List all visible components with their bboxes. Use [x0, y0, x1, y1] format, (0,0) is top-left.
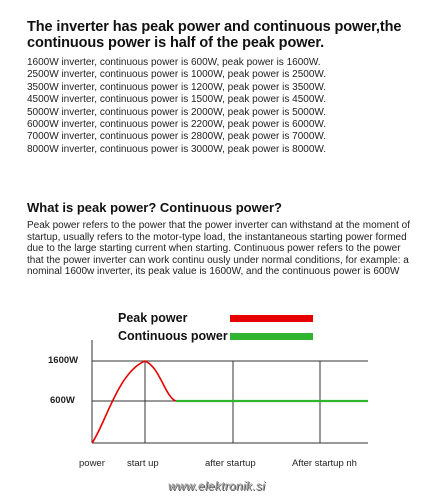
spec-item: 7000W inverter, continuous power is 2800W, peak power is 7000W.: [27, 131, 327, 143]
watermark: www.elektronik.si: [168, 479, 266, 493]
spec-item: 8000W inverter, continuous power is 3000W, peak power is 8000W.: [27, 143, 327, 155]
xtick-after-startup-nh: After startup nh: [292, 458, 357, 469]
spec-item: 3500W inverter, continuous power is 1200W, peak power is 3500W.: [27, 81, 327, 93]
xtick-after-startup: after startup: [205, 458, 256, 469]
ytick-1600: 1600W: [48, 355, 79, 366]
spec-item: 2500W inverter, continuous power is 1000W, peak power is 2500W.: [27, 69, 327, 81]
xtick-power: power: [79, 458, 105, 469]
spec-item: 4500W inverter, continuous power is 1500W, peak power is 4500W.: [27, 94, 327, 106]
xtick-start-up: start up: [127, 458, 159, 469]
spec-item: 5000W inverter, continuous power is 2000W, peak power is 5000W.: [27, 106, 327, 118]
legend-continuous-label: Continuous power: [118, 329, 228, 343]
spec-item: 6000W inverter, continuous power is 2200W, peak power is 6000W.: [27, 119, 327, 131]
spec-item: 1600W inverter, continuous power is 600W, peak power is 1600W.: [27, 57, 321, 68]
section-paragraph: Peak power refers to the power that the power inverter can withstand at the moment of startup, usually refers to the motor-type load, the instantaneous starting power formed due to the large starting current when starting. Continuous power refers to the power that the power inverter can work continu ously under normal conditions, for example: a nominal 1600w inverter, its peak value is 1600W, and the continuous power is 600W: [27, 220, 410, 278]
ytick-600: 600W: [50, 395, 75, 406]
intro-title: The inverter has peak power and continuous power,the continuous power is half of the peak power.: [27, 19, 402, 51]
section-heading: What is peak power? Continuous power?: [27, 200, 282, 215]
legend-peak-label: Peak power: [118, 311, 188, 325]
chart-grid: [92, 340, 368, 443]
peak-power-line: [92, 361, 176, 443]
